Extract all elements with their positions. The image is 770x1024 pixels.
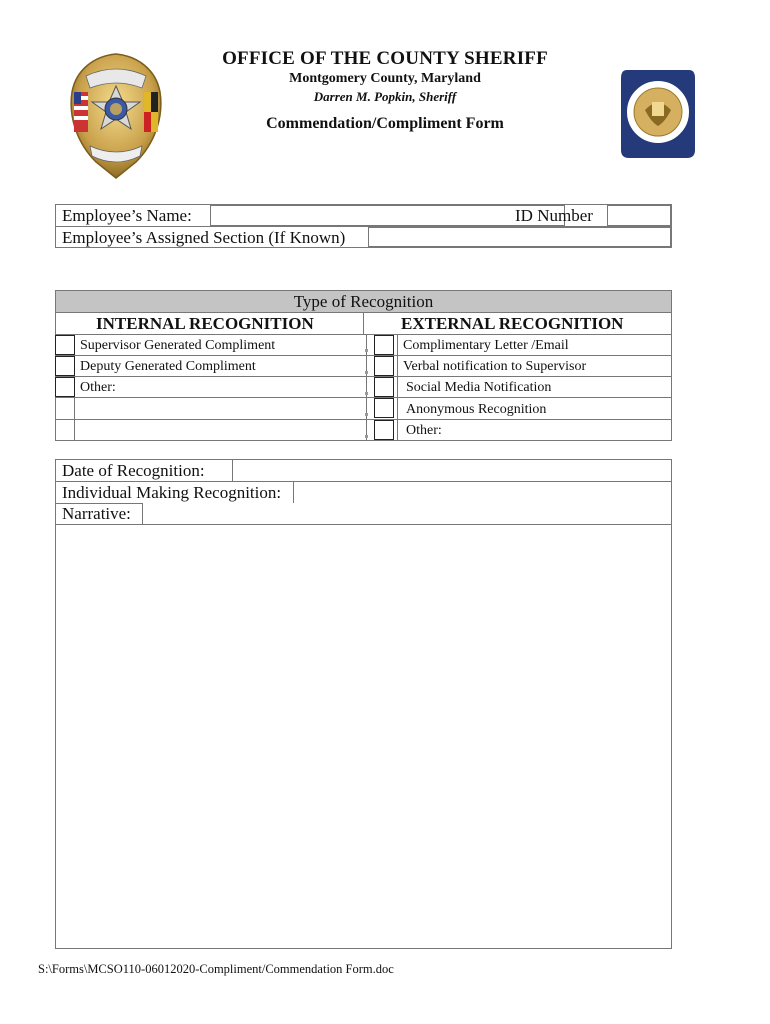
internal-heading: INTERNAL RECOGNITION — [96, 314, 314, 333]
narrative-textarea[interactable] — [56, 525, 671, 948]
external-item-3: Social Media Notification — [406, 380, 552, 395]
details-table — [55, 459, 672, 949]
external-item-5: Other: — [406, 423, 442, 438]
individual-making-recognition-field[interactable] — [293, 482, 671, 503]
sheriff-name: Darren M. Popkin, Sheriff — [313, 89, 457, 104]
external-item-1: Complimentary Letter /Email — [403, 338, 569, 353]
id-number-label: ID Number — [515, 206, 593, 225]
county-name: Montgomery County, Maryland — [289, 71, 481, 86]
internal-checkbox-2[interactable] — [55, 356, 75, 376]
external-item-2: Verbal notification to Supervisor — [403, 359, 587, 374]
employee-name-field[interactable] — [210, 205, 565, 226]
employee-name-label: Employee’s Name: — [62, 206, 192, 225]
narrative-label-field[interactable] — [142, 503, 671, 524]
internal-item-3: Other: — [80, 380, 116, 395]
assigned-section-label: Employee’s Assigned Section (If Known) — [62, 228, 346, 247]
external-item-4: Anonymous Recognition — [406, 402, 547, 417]
internal-item-1: Supervisor Generated Compliment — [80, 338, 276, 353]
id-number-field[interactable] — [607, 205, 671, 226]
form-title: Commendation/Compliment Form — [266, 115, 504, 132]
internal-checkbox-1[interactable] — [55, 335, 75, 355]
assigned-section-field[interactable] — [368, 227, 671, 247]
internal-item-2: Deputy Generated Compliment — [80, 359, 256, 374]
recognition-table — [55, 290, 672, 441]
external-checkbox-2[interactable] — [374, 356, 394, 376]
external-heading: EXTERNAL RECOGNITION — [401, 314, 624, 333]
footer-file-path: S:\Forms\MCSO110-06012020-Compliment/Commendation Form.doc — [38, 962, 394, 976]
employee-info-table — [55, 204, 672, 248]
recognition-heading: Type of Recognition — [293, 292, 434, 311]
office-title: OFFICE OF THE COUNTY SHERIFF — [222, 48, 548, 69]
internal-checkbox-3[interactable] — [55, 377, 75, 397]
external-checkbox-3[interactable] — [374, 377, 394, 397]
date-of-recognition-label: Date of Recognition: — [62, 461, 205, 480]
external-checkbox-4[interactable] — [374, 398, 394, 418]
narrative-label: Narrative: — [62, 504, 131, 523]
external-checkbox-1[interactable] — [374, 335, 394, 355]
individual-making-recognition-label: Individual Making Recognition: — [62, 483, 282, 502]
date-of-recognition-field[interactable] — [232, 460, 671, 481]
external-checkbox-5[interactable] — [374, 420, 394, 440]
